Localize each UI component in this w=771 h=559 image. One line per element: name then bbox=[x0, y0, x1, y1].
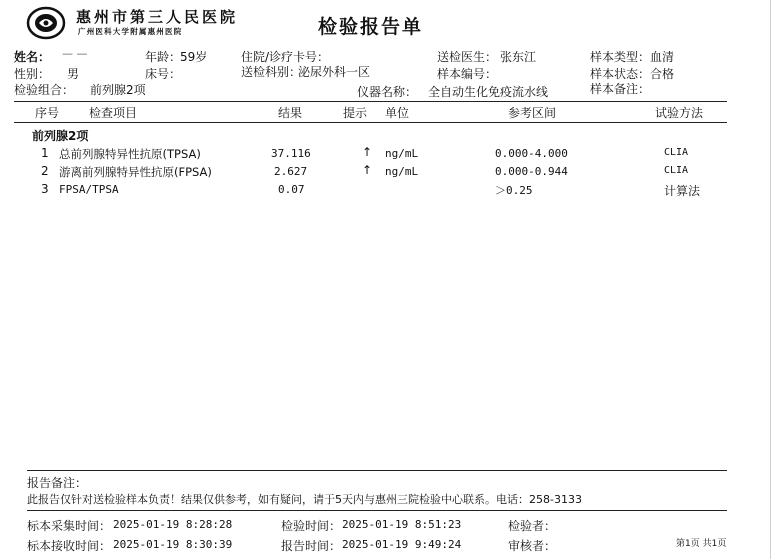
group-value: 前列腺2项 bbox=[90, 83, 146, 97]
page-info: 第1页 共1页 bbox=[676, 539, 727, 549]
row-unit: ng/mL bbox=[385, 147, 419, 160]
sample-no-label: 样本编号： bbox=[437, 67, 498, 81]
col-header-range: 参考区间 bbox=[508, 106, 557, 120]
group-title: 前列腺2项 bbox=[32, 129, 89, 143]
dept-label: 送检科别： bbox=[241, 65, 302, 79]
report-time-value: 2025-01-19 9:49:24 bbox=[342, 538, 462, 551]
row-range: 0.000-0.944 bbox=[495, 165, 568, 178]
hospital-logo-icon bbox=[26, 6, 66, 40]
test-time-value: 2025-01-19 8:51:23 bbox=[342, 518, 462, 531]
sample-state-label: 样本状态： bbox=[590, 67, 651, 81]
bed-label: 床号： bbox=[145, 67, 182, 81]
gender-label: 性别： bbox=[14, 67, 51, 81]
group-label: 检验组合： bbox=[14, 83, 75, 97]
collect-time-label: 标本采集时间： bbox=[27, 519, 112, 533]
remark-label: 报告备注： bbox=[27, 476, 88, 490]
row-method: CLIA bbox=[664, 147, 689, 158]
collect-time-value: 2025-01-19 8:28:28 bbox=[113, 518, 233, 531]
footer-top-border bbox=[27, 470, 727, 471]
reviewer-label: 审核者： bbox=[508, 539, 557, 553]
name-value: — — bbox=[62, 47, 88, 60]
gender-value: 男 bbox=[67, 67, 80, 81]
row-range: ＞0.25 bbox=[495, 184, 533, 197]
row-method: 计算法 bbox=[664, 184, 701, 198]
report-title: 检验报告单 bbox=[318, 16, 424, 38]
row-no: 3 bbox=[41, 182, 49, 196]
sample-state-value: 合格 bbox=[650, 67, 675, 81]
col-header-unit: 单位 bbox=[385, 106, 410, 120]
row-item: 总前列腺特异性抗原(TPSA) bbox=[59, 147, 201, 161]
col-header-method: 试验方法 bbox=[655, 106, 704, 120]
row-no: 2 bbox=[41, 164, 49, 178]
row-result: 0.07 bbox=[278, 183, 305, 196]
row-unit: ng/mL bbox=[385, 165, 419, 178]
sample-note-label: 样本备注： bbox=[590, 82, 651, 96]
row-hint-up-arrow-icon: ↑ bbox=[362, 163, 373, 177]
row-hint-up-arrow-icon: ↑ bbox=[362, 145, 373, 159]
test-time-label: 检验时间： bbox=[281, 519, 342, 533]
sample-type-label: 样本类型： bbox=[590, 50, 651, 64]
name-label: 姓名： bbox=[14, 50, 51, 64]
sample-type-value: 血清 bbox=[650, 50, 675, 64]
footer-mid-border bbox=[27, 510, 727, 511]
inpatient-label: 住院/诊疗卡号： bbox=[241, 50, 330, 64]
col-header-item: 检查项目 bbox=[89, 106, 138, 120]
disclaimer-text: 此报告仅针对送检验样本负责！结果仅供参考，如有疑问，请于5天内与惠州三院检验中心联系。电话：258-3133 bbox=[27, 493, 582, 506]
hospital-subtitle: 广州医科大学附属惠州医院 bbox=[78, 27, 183, 36]
row-item: 游离前列腺特异性抗原(FPSA) bbox=[59, 165, 212, 179]
age-value: 59岁 bbox=[180, 50, 208, 64]
instrument-value: 全自动生化免疫流水线 bbox=[428, 85, 549, 99]
age-label: 年龄： bbox=[145, 50, 182, 64]
row-item: FPSA/TPSA bbox=[59, 183, 119, 196]
doctor-label: 送检医生： bbox=[437, 50, 498, 64]
hospital-name: 惠州市第三人民医院 bbox=[76, 8, 239, 26]
row-range: 0.000-4.000 bbox=[495, 147, 568, 160]
instrument-label: 仪器名称： bbox=[357, 85, 418, 99]
row-no: 1 bbox=[41, 146, 49, 160]
tester-label: 检验者： bbox=[508, 519, 557, 533]
dept-value: 泌尿外科一区 bbox=[298, 65, 371, 79]
doctor-value: 张东江 bbox=[500, 50, 537, 64]
table-top-border bbox=[14, 101, 727, 102]
receive-time-label: 标本接收时间： bbox=[27, 539, 112, 553]
col-header-result: 结果 bbox=[278, 106, 303, 120]
col-header-hint: 提示 bbox=[343, 106, 368, 120]
row-method: CLIA bbox=[664, 165, 689, 176]
report-time-label: 报告时间： bbox=[281, 539, 342, 553]
col-header-no: 序号 bbox=[35, 106, 60, 120]
row-result: 2.627 bbox=[274, 165, 308, 178]
row-result: 37.116 bbox=[271, 147, 311, 160]
receive-time-value: 2025-01-19 8:30:39 bbox=[113, 538, 233, 551]
table-header-border bbox=[14, 122, 727, 123]
